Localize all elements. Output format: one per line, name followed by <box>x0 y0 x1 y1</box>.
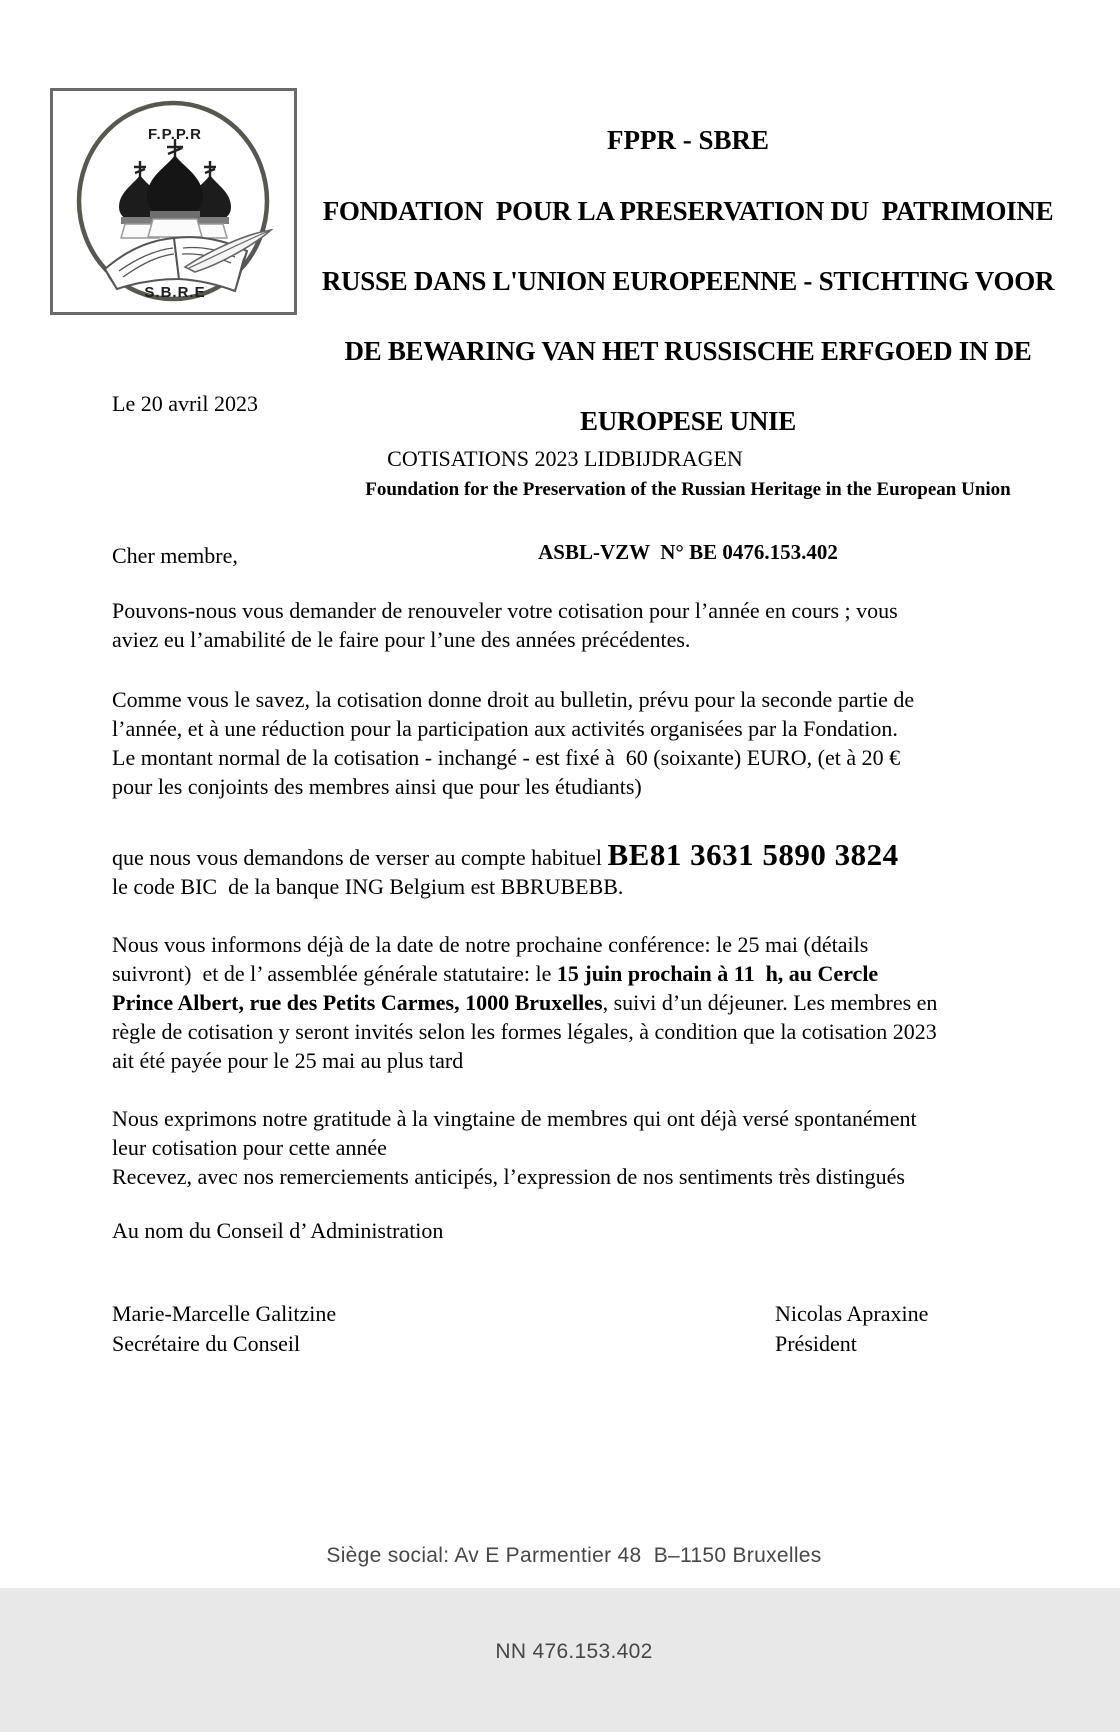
signature-left <box>112 1299 336 1359</box>
org-name-line: DE BEWARING VAN HET RUSSISCHE ERFGOED IN DE <box>344 336 1032 366</box>
paragraph-bank-account <box>112 837 899 901</box>
org-name-line: EUROPESE UNIE <box>580 406 796 436</box>
text-line <box>112 959 937 988</box>
logo-bottom-label: S.B.R.E <box>144 284 206 301</box>
paragraph-gratitude <box>112 1104 917 1191</box>
text-line <box>112 988 937 1017</box>
organization-logo <box>50 88 297 315</box>
closing-line: Au nom du Conseil d’ Administration <box>112 1218 444 1243</box>
text-segment: suivront) et de l’ assemblée générale statutaire: le <box>112 961 557 986</box>
text-segment: Nous exprimons notre gratitude à la vingtaine de membres qui ont déjà versé spontanément <box>112 1106 917 1131</box>
text-line <box>112 1162 917 1191</box>
text-line <box>112 685 914 714</box>
subject-line: COTISATIONS 2023 LIDBIJDRAGEN <box>387 446 743 471</box>
text-line <box>112 837 899 872</box>
text-line <box>112 1104 917 1133</box>
text-line <box>112 872 899 901</box>
text-segment: Prince Albert, rue des Petits Carmes, 1000 Bruxelles <box>112 990 603 1015</box>
text-line <box>112 1133 917 1162</box>
text-segment: Pouvons-nous vous demander de renouveler votre cotisation pour l’année en cours ; vous <box>112 598 898 623</box>
org-short-name: FPPR - SBRE <box>607 125 769 155</box>
text-line <box>112 1017 937 1046</box>
org-name-line: RUSSE DANS L'UNION EUROPEENNE - STICHTING VOOR <box>321 266 1055 296</box>
text-segment: aviez eu l’amabilité de le faire pour l’une des années précédentes. <box>112 627 691 652</box>
text-line <box>112 743 914 772</box>
logo-top-label: F.P.P.R <box>148 126 202 143</box>
text-segment: règle de cotisation y seront invités selon les formes légales, à condition que la cotisation 2023 <box>112 1019 937 1044</box>
date-line: Le 20 avril 2023 <box>112 391 259 416</box>
org-name-line: FONDATION POUR LA PRESERVATION DU PATRIMOINE <box>322 196 1054 226</box>
signature-name: Marie-Marcelle Galitzine <box>112 1301 337 1326</box>
text-segment: leur cotisation pour cette année <box>112 1135 387 1160</box>
text-line <box>112 772 914 801</box>
text-segment: Comme vous le savez, la cotisation donne droit au bulletin, prévu pour la seconde partie de <box>112 687 915 712</box>
text-segment: , suivi d’un déjeuner. Les membres en <box>602 990 938 1015</box>
iban-account-number: BE81 3631 5890 3824 <box>607 837 899 872</box>
text-segment: 15 juin prochain à 11 h, au Cercle <box>556 961 879 986</box>
signature-right <box>775 1299 928 1359</box>
letterhead <box>306 86 1070 600</box>
text-segment: Le montant normal de la cotisation - inchangé - est fixé à 60 (soixante) EURO, (et à 20 € <box>112 745 901 770</box>
paragraph-renewal-request <box>112 596 898 654</box>
org-name-english: Foundation for the Preservation of the Russian Heritage in the European Union <box>365 479 1011 500</box>
text-segment: ait été payée pour le 25 mai au plus tard <box>112 1048 464 1073</box>
text-line <box>112 596 898 625</box>
logo-svg <box>53 91 294 312</box>
footer <box>0 1476 1120 1732</box>
paragraph-membership-info <box>112 685 914 801</box>
text-segment: pour les conjoints des membres ainsi que pour les étudiants) <box>112 774 642 799</box>
text-segment: Recevez, avec nos remerciements anticipés, l’expression de nos sentiments très distingués <box>112 1164 905 1189</box>
footer-national-number: NN 476.153.402 <box>495 1640 653 1663</box>
text-segment: le code BIC de la banque ING Belgium est BBRUBEBB. <box>112 874 624 899</box>
text-line <box>112 714 914 743</box>
text-line <box>112 1046 937 1075</box>
salutation: Cher membre, <box>112 543 238 568</box>
text-segment: l’année, et à une réduction pour la participation aux activités organisées par la Fondation. <box>112 716 898 741</box>
signature-name: Nicolas Apraxine <box>775 1301 929 1326</box>
text-line <box>112 930 937 959</box>
text-segment: Nous vous informons déjà de la date de notre prochaine conférence: le 25 mai (détails <box>112 932 869 957</box>
text-segment: que nous vous demandons de verser au compte habituel <box>112 845 608 870</box>
org-registration-number: ASBL-VZW N° BE 0476.153.402 <box>538 540 838 564</box>
paragraph-conference-agm <box>112 930 937 1075</box>
text-line <box>112 625 898 654</box>
footer-address: Siège social: Av E Parmentier 48 B–1150 Bruxelles <box>326 1544 822 1567</box>
signature-title: Président <box>775 1331 857 1356</box>
signature-title: Secrétaire du Conseil <box>112 1331 301 1356</box>
